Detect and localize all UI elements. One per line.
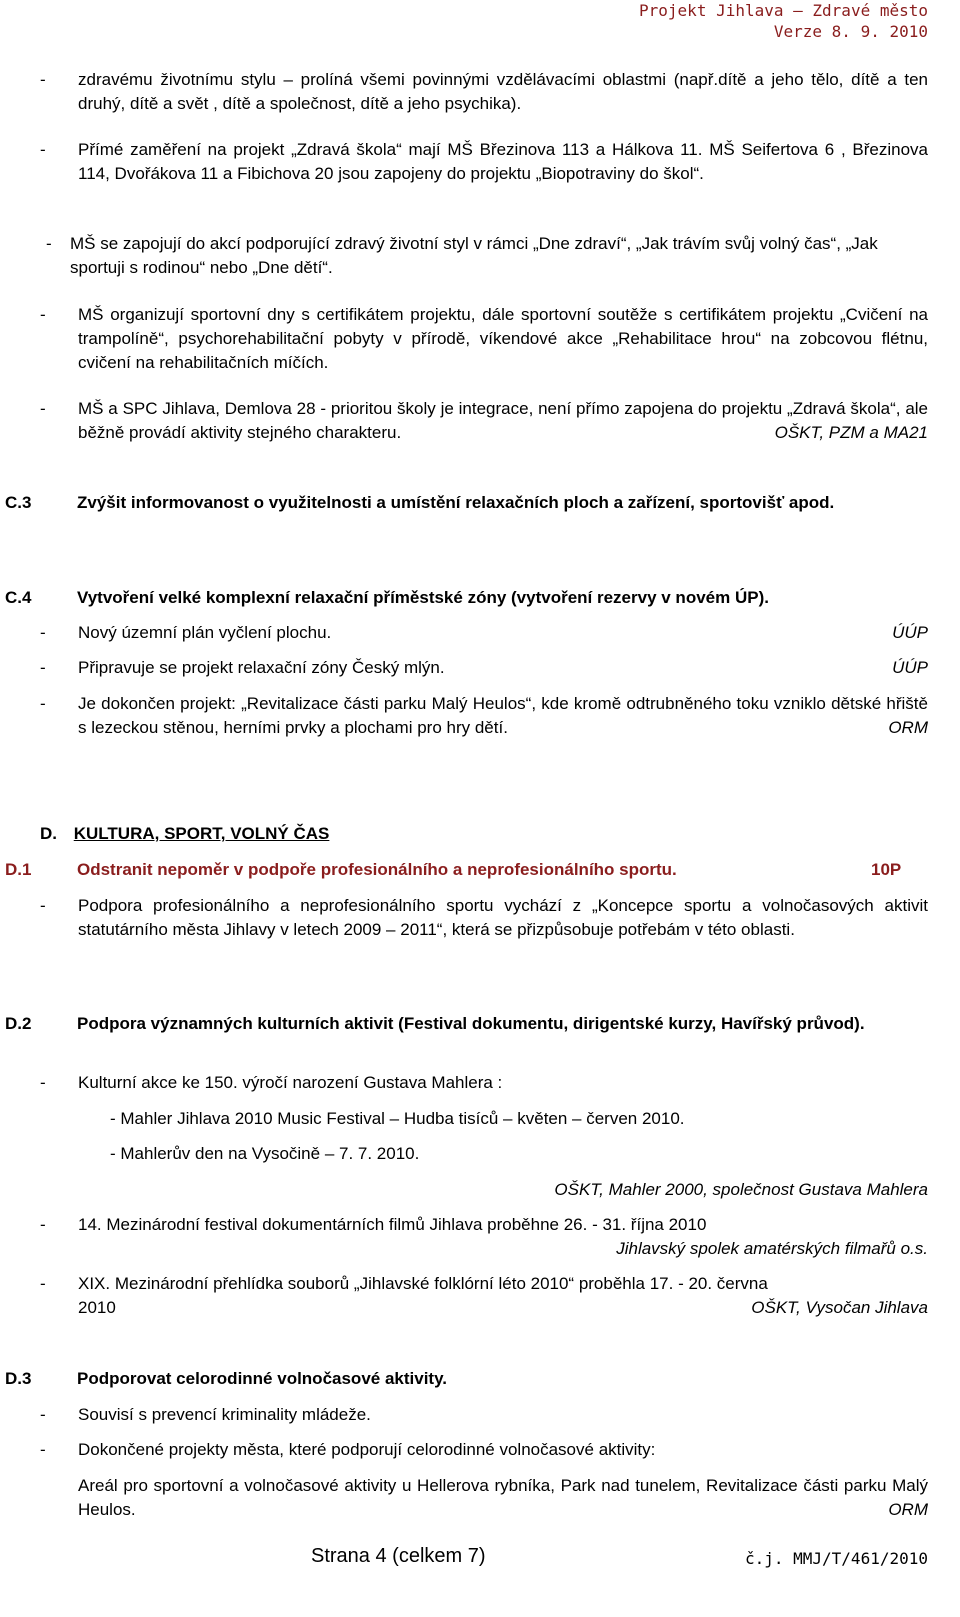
chapter-number: D. xyxy=(40,824,57,843)
section-title: Odstranit nepoměr v podpoře profesionálního a neprofesionálního sportu. xyxy=(77,860,677,879)
bullet-text-cont: 2010 xyxy=(78,1298,116,1317)
bullet-item: - XIX. Mezinárodní přehlídka souborů „Jihlavské folklórní léto 2010“ proběhla 17. - 20. června 2010 xyxy=(40,1272,928,1320)
bullet-item: - Je dokončen projekt: „Revitalizace části parku Malý Heulos“, kde kromě odtrubněného toku vzniklo dětské hřiště s lezeckou stěnou, herními prvky a plochami pro hry dětí. xyxy=(40,692,928,740)
bullet-text: Podpora profesionálního a neprofesionálního sportu vychází z „Koncepce sportu a volnočasových aktivit statutárního města Jihlavy v letech 2009 – 2011“, která se přizpůsobuje potřebám v této oblasti. xyxy=(78,896,928,939)
section-title: Zvýšit informovanost o využitelnosti a umístění relaxačních ploch a zařízení, sportovišť apod. xyxy=(77,493,835,512)
bullet-item: - Podpora profesionálního a neprofesionálního sportu vychází z „Koncepce sportu a volnočasových aktivit statutárního města Jihlavy v letech 2009 – 2011“, která se přizpůsobuje potřebám v této oblasti. xyxy=(40,894,928,942)
section-c3 xyxy=(5,491,928,515)
bullet-text: Je dokončen projekt: „Revitalizace části parku Malý Heulos“, kde kromě odtrubněného toku vzniklo dětské hřiště s lezeckou stěnou, herními prvky a plochami pro hry dětí. xyxy=(78,694,928,737)
section-title: Podporovat celorodinné volnočasové aktivity. xyxy=(77,1369,447,1388)
responsible-party: OŠKT, PZM a MA21 xyxy=(774,423,928,442)
header-project: Projekt Jihlava – Zdravé město xyxy=(639,1,928,20)
section-d3 xyxy=(5,1367,928,1391)
bullet-item: - 14. Mezinárodní festival dokumentárních filmů Jihlava proběhne 26. - 31. října 2010 xyxy=(40,1213,928,1237)
bullet-item: - MŠ se zapojují do akcí podporující zdravý životní styl v rámci „Dne zdraví“, „Jak trávím svůj volný čas“, „Jak sportuji s rodinou“ nebo „Dne dětí“. xyxy=(46,232,928,280)
section-c4 xyxy=(5,586,928,610)
header-version: Verze 8. 9. 2010 xyxy=(773,22,928,41)
bullet-text: Nový územní plán vyčlení plochu. xyxy=(78,623,332,642)
section-number: D.1 xyxy=(5,860,32,879)
document-reference: č.j. MMJ/T/461/2010 xyxy=(744,1549,928,1568)
chapter-title: KULTURA, SPORT, VOLNÝ ČAS xyxy=(73,824,330,843)
section-d2 xyxy=(5,1012,928,1036)
bullet-item: - Připravuje se projekt relaxační zóny Český mlýn. ÚÚP xyxy=(40,656,928,680)
section-number: D.2 xyxy=(5,1014,32,1033)
bullet-item: - Přímé zaměření na projekt „Zdravá škola“ mají MŠ Březinova 113 a Hálkova 11. MŠ Seifertova 6 , Březinova 114, Dvořákova 11 a Fibichova 20 jsou zapojeny do projektu „Biopotraviny do škol“. xyxy=(40,138,928,186)
bullet-item: - MŠ organizují sportovní dny s certifikátem projektu, dále sportovní soutěže s certifikátem projektu „Cvičení na trampolíně“, psychorehabilitační pobyty v přírodě, víkendové akce „Rehabilitace hrou“ na zobcovou flétnu, cvičení na rehabilitačních míčích. xyxy=(40,303,928,375)
responsible-party: ORM xyxy=(888,718,928,737)
section-title: Vytvoření velké komplexní relaxační příměstské zóny (vytvoření rezervy v novém ÚP). xyxy=(77,588,769,607)
section-title: Podpora významných kulturních aktivit (Festival dokumentu, dirigentské kurzy, Havířský průvod). xyxy=(77,1014,865,1033)
responsible-party: OŠKT, Mahler 2000, společnost Gustava Mahlera xyxy=(554,1180,928,1199)
bullet-item: - Dokončené projekty města, které podporují celorodinné volnočasové aktivity: xyxy=(40,1438,928,1462)
bullet-item: - MŠ a SPC Jihlava, Demlova 28 - prioritou školy je integrace, není přímo zapojena do projektu „Zdravá škola“, ale běžně provádí aktivity stejného charakteru. xyxy=(40,397,928,445)
responsible-party: ÚÚP xyxy=(892,658,928,677)
bullet-text: zdravému životnímu stylu – prolíná všemi povinnými vzdělávacími oblastmi (např.dítě a jeho tělo, dítě a ten druhý, dítě a svět , dítě a společnost, dítě a jeho psychika). xyxy=(78,70,928,113)
bullet-item: - Kulturní akce ke 150. výročí narození Gustava Mahlera : xyxy=(40,1071,928,1095)
bullet-text: Přímé zaměření na projekt „Zdravá škola“ mají MŠ Březinova 113 a Hálkova 11. MŠ Seifertova 6 , Březinova 114, Dvořákova 11 a Fibichova 20 jsou zapojeny do projektu „Biopotraviny do škol“. xyxy=(78,140,928,183)
paragraph xyxy=(40,1474,928,1522)
bullet-item: - Souvisí s prevencí kriminality mládeže. xyxy=(40,1403,928,1427)
responsible-party: Jihlavský spolek amatérských filmařů o.s. xyxy=(616,1239,928,1258)
paragraph-text: Areál pro sportovní a volnočasové aktivity u Hellerova rybníka, Park nad tunelem, Revitalizace části parku Malý Heulos. xyxy=(78,1476,928,1519)
bullet-text: XIX. Mezinárodní přehlídka souborů „Jihlavské folklórní léto 2010“ proběhla 17. - 20. června xyxy=(78,1274,768,1293)
bullet-item: - zdravému životnímu stylu – prolíná všemi povinnými vzdělávacími oblastmi (např.dítě a jeho tělo, dítě a ten druhý, dítě a svět , dítě a společnost, dítě a jeho psychika). xyxy=(40,68,928,116)
bullet-item: - Nový územní plán vyčlení plochu. ÚÚP xyxy=(40,621,928,645)
sub-item: - Mahler Jihlava 2010 Music Festival – Hudba tisíců – květen – červen 2010. xyxy=(110,1109,685,1128)
responsible-party: ÚÚP xyxy=(892,623,928,642)
bullet-text: 14. Mezinárodní festival dokumentárních filmů Jihlava proběhne 26. - 31. října 2010 xyxy=(78,1215,707,1234)
section-tag: 10P xyxy=(871,860,902,879)
section-number: D.3 xyxy=(5,1369,32,1388)
chapter-heading xyxy=(40,822,329,846)
responsible-party: OŠKT, Vysočan Jihlava xyxy=(751,1298,928,1317)
sub-item: - Mahlerův den na Vysočině – 7. 7. 2010. xyxy=(110,1144,420,1163)
section-number: C.3 xyxy=(5,493,32,512)
bullet-text: Souvisí s prevencí kriminality mládeže. xyxy=(78,1405,371,1424)
bullet-text: Dokončené projekty města, které podporují celorodinné volnočasové aktivity: xyxy=(78,1440,656,1459)
section-number: C.4 xyxy=(5,588,32,607)
page-header xyxy=(639,0,928,42)
section-d1 xyxy=(5,858,928,882)
bullet-text: Připravuje se projekt relaxační zóny Český mlýn. xyxy=(78,658,445,677)
bullet-text: MŠ organizují sportovní dny s certifikátem projektu, dále sportovní soutěže s certifikátem projektu „Cvičení na trampolíně“, psychorehabilitační pobyty v přírodě, víkendové akce „Rehabilitace hrou“ na zobcovou flétnu, cvičení na rehabilitačních míčích. xyxy=(78,305,928,372)
responsible-party: ORM xyxy=(888,1500,928,1519)
bullet-text: Kulturní akce ke 150. výročí narození Gustava Mahlera : xyxy=(78,1073,503,1092)
bullet-text: MŠ se zapojují do akcí podporující zdravý životní styl v rámci „Dne zdraví“, „Jak trávím svůj volný čas“, „Jak sportuji s rodinou“ nebo „Dne dětí“. xyxy=(70,234,878,277)
bullet-text: MŠ a SPC Jihlava, Demlova 28 - prioritou školy je integrace, není přímo zapojena do projektu „Zdravá škola“, ale běžně provádí aktivity stejného charakteru. xyxy=(78,399,928,442)
page-number: Strana 4 (celkem 7) xyxy=(311,1545,486,1567)
